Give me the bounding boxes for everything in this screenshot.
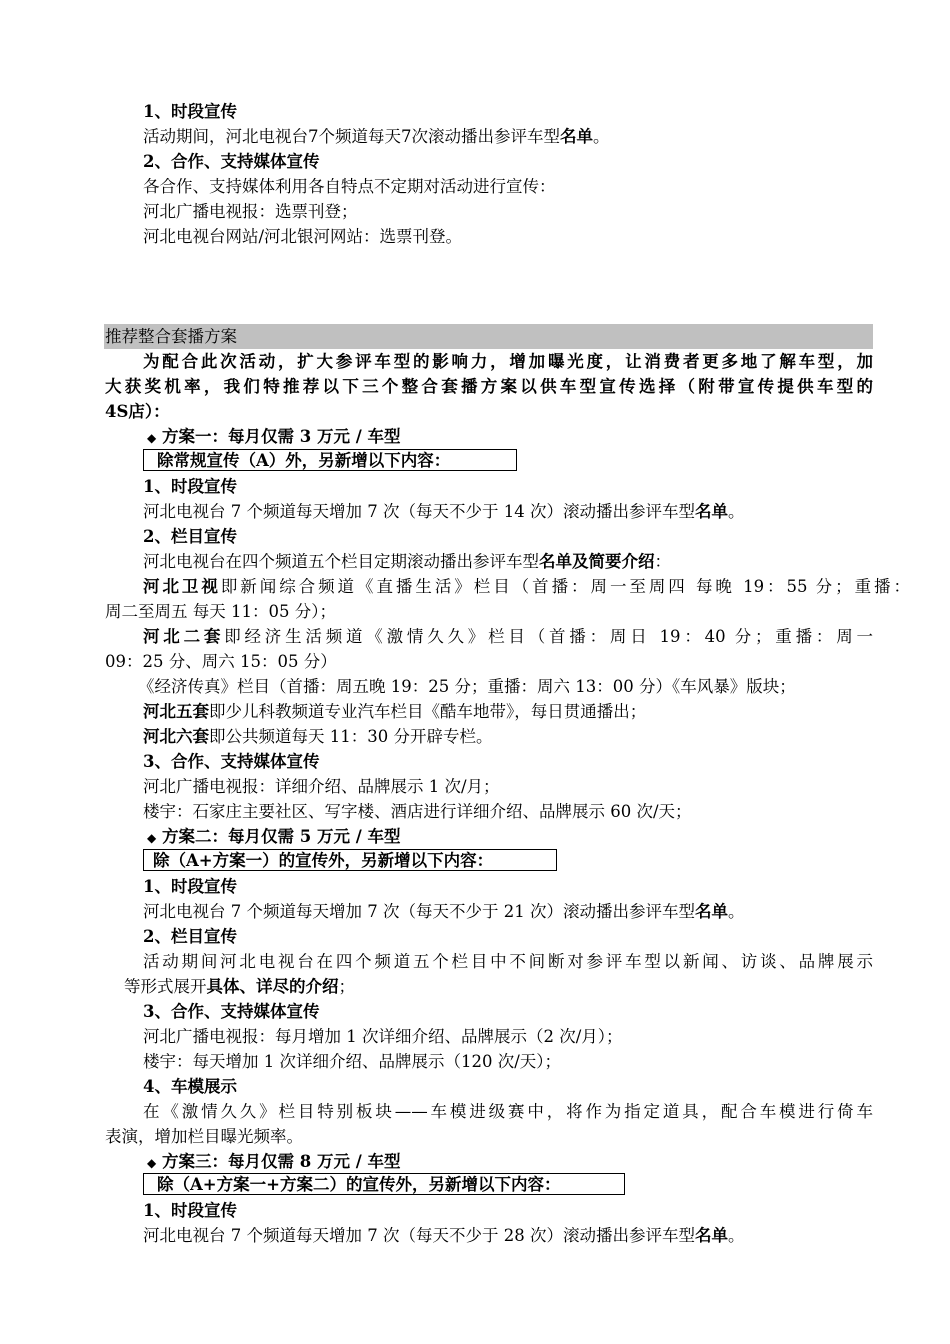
text: 等形式展开 (124, 977, 207, 996)
plan1-box-text: 除常规宣传（A）外，另新增以下内容： (157, 451, 451, 470)
bold-text: 河北二套 (143, 627, 225, 646)
heading-media: 2、合作、支持媒体宣传 (143, 152, 320, 171)
bold-text: 河北五套 (143, 702, 209, 721)
plan2-program-line2 (124, 974, 355, 999)
bold-text: 名单 (560, 127, 593, 146)
text: 7 (308, 127, 319, 146)
text: 即少儿科教频道专业汽车栏目《酷车地带》，每日贯通播出； (209, 702, 647, 721)
plan2-car-model-line1: 在《激情久久》栏目特别板块——车模进级赛中，将作为指定道具，配合车模进行倚车 (143, 1102, 873, 1121)
plan3-time-slot-text (143, 1223, 744, 1248)
paragraph-tv-newspaper: 河北广播电视报：选票刊登； (143, 202, 358, 221)
plan1-hebei-2-line1 (143, 624, 873, 649)
heading-time-slot: 1、时段宣传 (143, 102, 237, 121)
plan2-heading-program: 2、栏目宣传 (143, 927, 237, 946)
text: 即经济生活频道《激情久久》栏目（首播：周日 19：40 分；重播：周一 (224, 627, 873, 646)
plan1-hebei-tv-line2: 周二至周五 每天 11：05 分）； (105, 602, 336, 621)
intro-line-3: 4S店）： (105, 402, 170, 421)
text: ： (654, 552, 671, 571)
bold-text: 名单 (694, 902, 728, 921)
plan3-box-text: 除（A+方案一+方案二）的宣传外，另新增以下内容： (157, 1175, 561, 1194)
plan2-heading-media: 3、合作、支持媒体宣传 (143, 1002, 320, 1021)
plan1-heading-media: 3、合作、支持媒体宣传 (143, 752, 320, 771)
text: 个频道每天 (318, 127, 401, 146)
intro-line-1: 为配合此次活动，扩大参评车型的影响力，增加曝光度，让消费者更多地了解车型，加 (143, 352, 873, 371)
text: ； (338, 977, 355, 996)
text: 河北电视台 7 个频道每天增加 7 次（每天不少于 28 次）滚动播出参评车型 (143, 1226, 695, 1245)
text: 方案三：每月仅需 8 万元 / 车型 (161, 1152, 401, 1171)
plan2-heading-car-model: 4、车模展示 (143, 1077, 237, 1096)
text: 。 (593, 127, 610, 146)
text: 方案一：每月仅需 3 万元 / 车型 (161, 427, 401, 446)
plan1-hebei-5 (143, 699, 646, 724)
text: 。 (727, 502, 745, 521)
bold-text: 河北卫视 (143, 577, 221, 596)
plan1-hebei-6 (143, 724, 492, 749)
text: 次滚动播出参评车型 (411, 127, 560, 146)
plan2-time-slot-text (143, 899, 744, 924)
plan1-newspaper: 河北广播电视报：详细介绍、品牌展示 1 次/月； (143, 777, 500, 796)
bold-text: 河北六套 (143, 727, 209, 746)
plan2-car-model-line2: 表演，增加栏目曝光频率。 (105, 1127, 303, 1146)
text: 河北电视台在四个频道五个栏目定期滚动播出参评车型 (143, 552, 539, 571)
bold-text: 具体、详尽的介绍 (206, 977, 339, 996)
plan1-building: 楼宇：石家庄主要社区、写字楼、酒店进行详细介绍、品牌展示 60 次/天； (143, 802, 692, 821)
plan1-time-slot-text (143, 499, 744, 524)
plan1-program-text (143, 549, 671, 574)
text: 河北电视台 7 个频道每天增加 7 次（每天不少于 21 次）滚动播出参评车型 (143, 902, 695, 921)
section-title: 推荐整合套播方案 (105, 327, 237, 346)
plan2-program-line1: 活动期间河北电视台在四个频道五个栏目中不间断对参评车型以新闻、访谈、品牌展示 (143, 952, 873, 971)
plan2-box-text: 除（A+方案一）的宣传外，另新增以下内容： (153, 851, 494, 870)
text: 活动期间，河北电视台 (143, 127, 308, 146)
bold-text: 名单 (694, 1226, 728, 1245)
plan2-newspaper: 河北广播电视报：每月增加 1 次详细介绍、品牌展示（2 次/月）； (143, 1027, 623, 1046)
text: 7 (401, 127, 412, 146)
plan1-heading-time-slot: 1、时段宣传 (143, 477, 237, 496)
diamond-bullet-icon: ◆ (147, 1156, 157, 1170)
plan3-heading-time-slot: 1、时段宣传 (143, 1201, 237, 1220)
text: 即公共频道每天 11：30 分开辟专栏。 (209, 727, 493, 746)
paragraph-activity-period (143, 124, 610, 149)
text: 。 (727, 902, 745, 921)
text: 河北电视台 7 个频道每天增加 7 次（每天不少于 14 次）滚动播出参评车型 (143, 502, 695, 521)
bold-text: 名单 (694, 502, 728, 521)
plan2-building: 楼宇：每天增加 1 次详细介绍、品牌展示（120 次/天）； (143, 1052, 562, 1071)
diamond-bullet-icon: ◆ (147, 831, 157, 845)
diamond-bullet-icon: ◆ (147, 431, 157, 445)
plan1-hebei-2-line2: 09：25 分、周六 15：05 分） (105, 652, 337, 671)
paragraph-websites: 河北电视台网站/河北银河网站：选票刊登。 (143, 227, 463, 246)
text: 即新闻综合频道《直播生活》栏目（首播：周一至周四 每晚 19：55 分；重播： (220, 577, 910, 596)
paragraph-media: 各合作、支持媒体利用各自特点不定期对活动进行宣传： (143, 177, 556, 196)
plan1-title (147, 424, 400, 451)
intro-line-2: 大获奖机率，我们特推荐以下三个整合套播方案以供车型宣传选择（附带宣传提供车型的 (105, 377, 873, 396)
text: 方案二：每月仅需 5 万元 / 车型 (161, 827, 401, 846)
plan2-heading-time-slot: 1、时段宣传 (143, 877, 237, 896)
plan1-economic-program: 《经济传真》栏目（首播：周五晚 19：25 分；重播：周六 13：00 分）《车风暴》版块； (138, 677, 796, 696)
text: 。 (727, 1226, 745, 1245)
plan2-title (147, 824, 400, 851)
plan1-heading-program: 2、栏目宣传 (143, 527, 237, 546)
bold-text: 名单及简要介绍 (539, 552, 655, 571)
plan1-hebei-tv-line1 (143, 574, 910, 599)
